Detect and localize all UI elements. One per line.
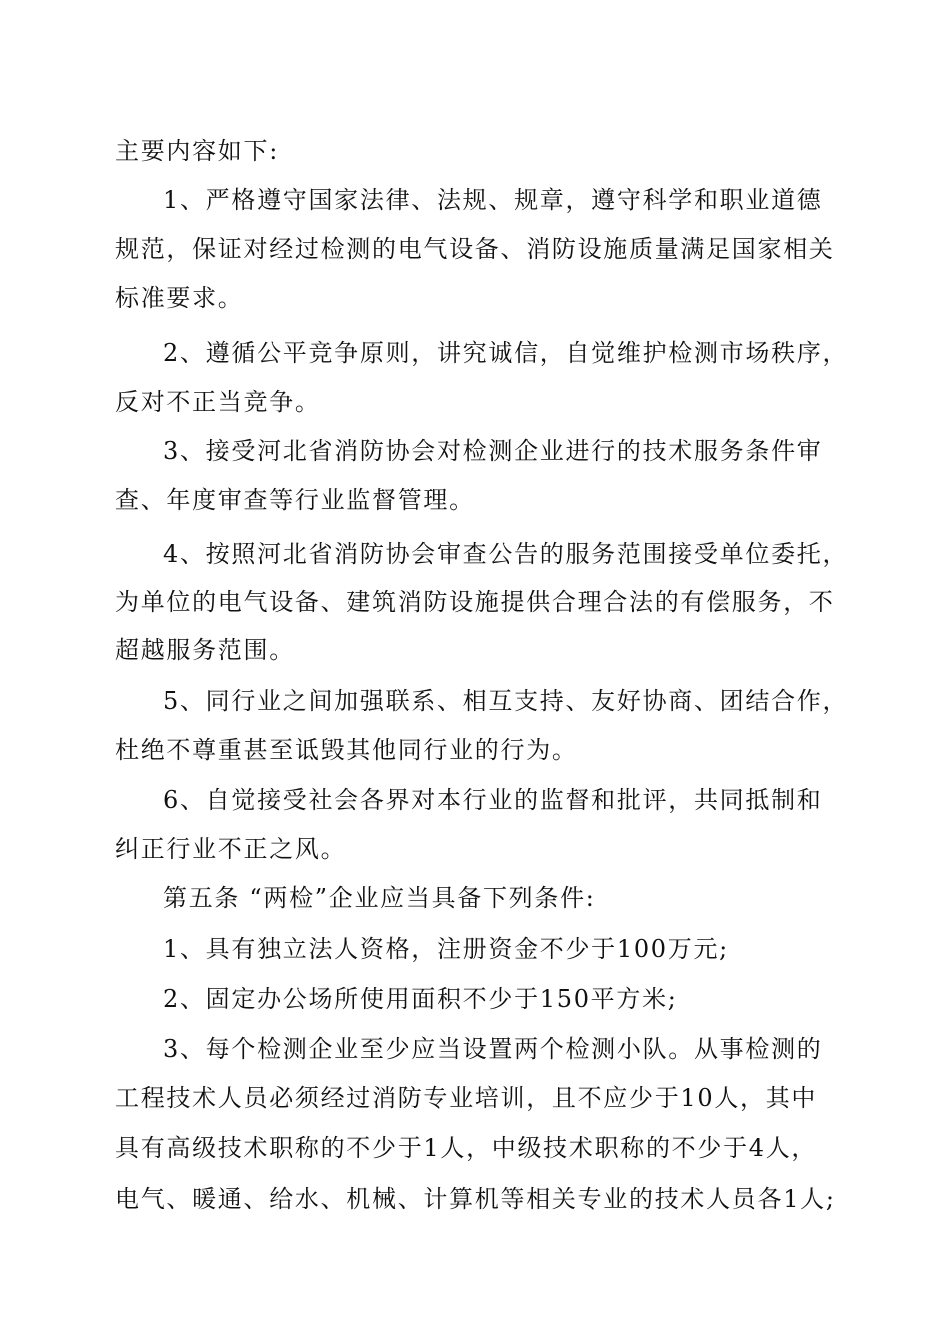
text-line-item-5-start: 5、同行业之间加强联系、相互支持、友好协商、团结合作， xyxy=(163,687,849,715)
text-line-condition-3-cont-3: 电气、暖通、给水、机械、计算机等相关专业的技术人员各1人; xyxy=(115,1185,836,1213)
text-line-item-6-end: 纠正行业不正之风。 xyxy=(115,835,347,863)
text-line-item-1-cont: 规范，保证对经过检测的电气设备、消防设施质量满足国家相关 xyxy=(115,235,835,263)
text-line-item-4-cont: 为单位的电气设备、建筑消防设施提供合理合法的有偿服务，不 xyxy=(115,588,835,616)
text-line-item-6-start: 6、自觉接受社会各界对本行业的监督和批评，共同抵制和 xyxy=(163,786,823,814)
text-line-item-5-end: 杜绝不尊重甚至诋毁其他同行业的行为。 xyxy=(115,736,578,764)
text-line-item-4-end: 超越服务范围。 xyxy=(115,636,295,664)
text-line-condition-3-cont-2: 具有高级技术职称的不少于1人，中级技术职称的不少于4人， xyxy=(115,1134,818,1162)
text-line-item-4-start: 4、按照河北省消防协会审查公告的服务范围接受单位委托， xyxy=(163,540,849,568)
text-line-item-2-start: 2、遵循公平竞争原则，讲究诚信，自觉维护检测市场秩序， xyxy=(163,339,849,367)
text-line-item-1-start: 1、严格遵守国家法律、法规、规章，遵守科学和职业道德 xyxy=(163,186,823,214)
text-line-condition-1: 1、具有独立法人资格，注册资金不少于100万元; xyxy=(163,935,729,963)
text-line-condition-3-cont-1: 工程技术人员必须经过消防专业培训，且不应少于10人，其中 xyxy=(115,1084,818,1112)
text-line-item-3-end: 查、年度审查等行业监督管理。 xyxy=(115,486,475,514)
text-line-condition-2: 2、固定办公场所使用面积不少于150平方米; xyxy=(163,985,678,1013)
text-line-item-1-end: 标准要求。 xyxy=(115,284,244,312)
text-line-item-3-start: 3、接受河北省消防协会对检测企业进行的技术服务条件审 xyxy=(163,437,823,465)
text-line-condition-3-start: 3、每个检测企业至少应当设置两个检测小队。从事检测的 xyxy=(163,1035,823,1063)
text-line-article-5-heading: 第五条 “两检”企业应当具备下列条件: xyxy=(163,884,596,912)
text-line-intro: 主要内容如下: xyxy=(115,137,279,165)
text-line-item-2-end: 反对不正当竞争。 xyxy=(115,388,321,416)
